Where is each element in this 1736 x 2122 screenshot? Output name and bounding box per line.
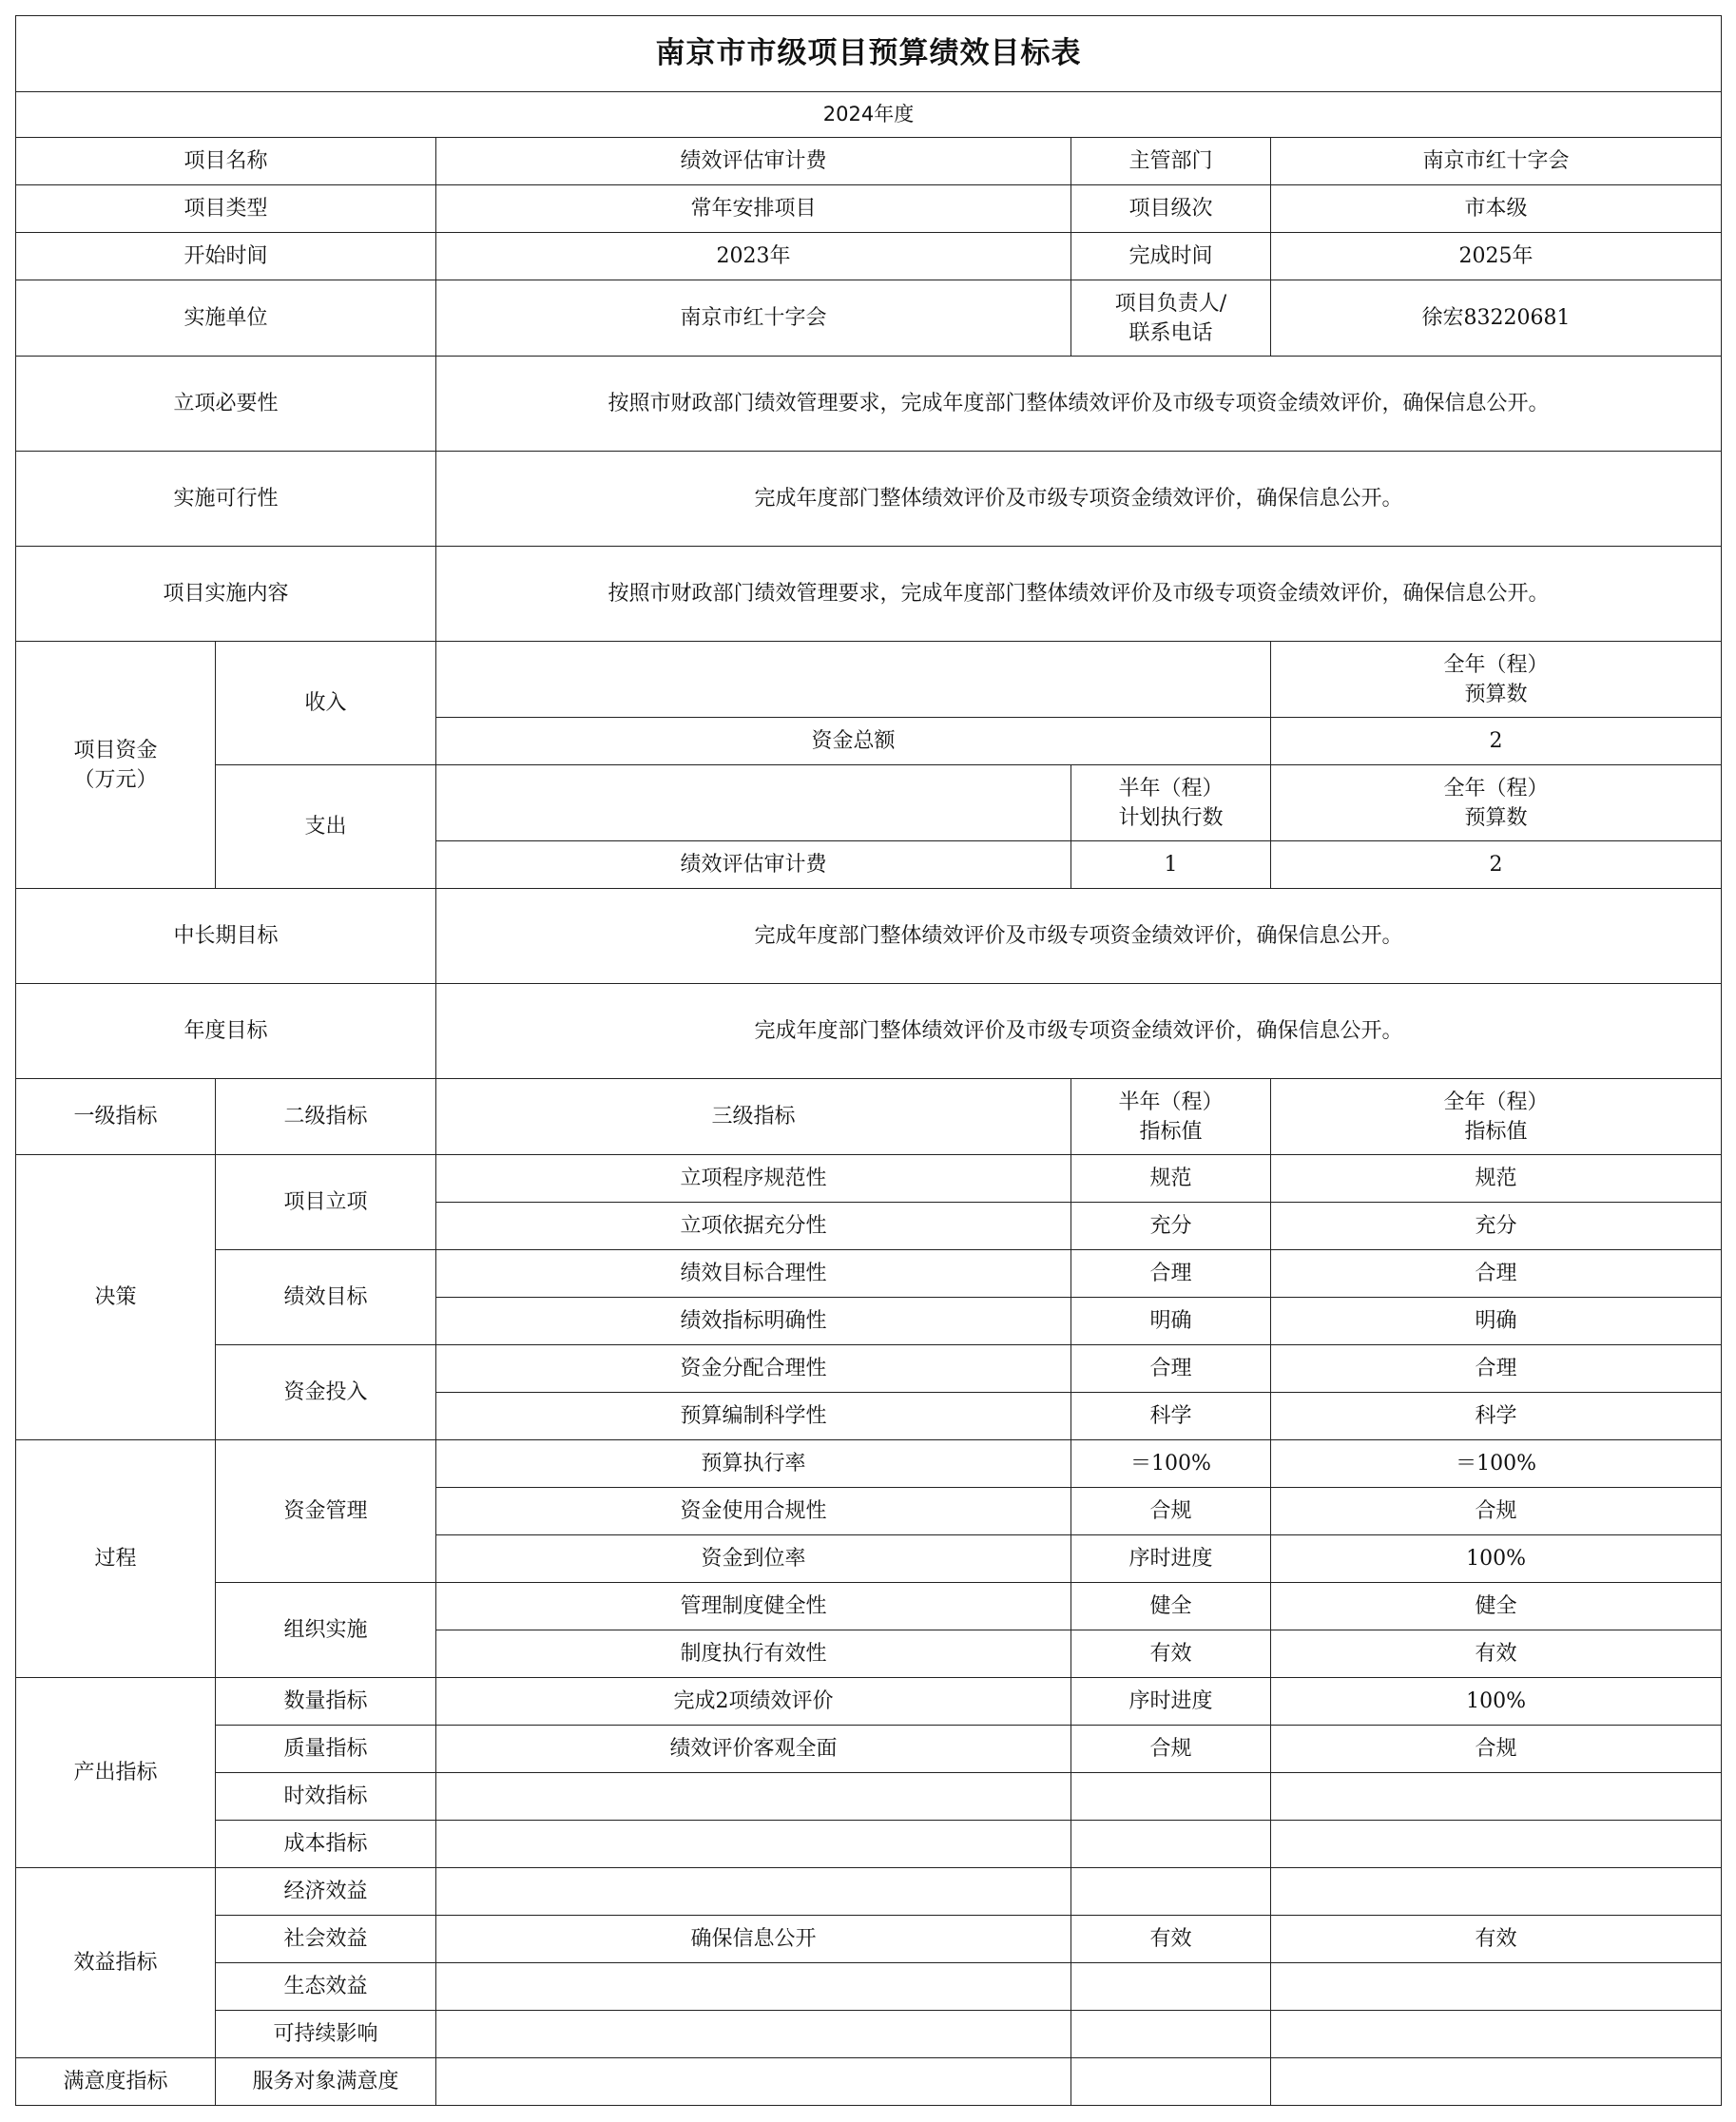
indicator-half-value: 合理 — [1071, 1250, 1271, 1298]
indicator-name — [436, 2011, 1071, 2058]
indicator-half-value: 有效 — [1071, 1630, 1271, 1678]
indicator-name: 立项依据充分性 — [436, 1203, 1071, 1250]
indicator-sub-name: 服务对象满意度 — [216, 2058, 436, 2106]
project-level-value: 市本级 — [1271, 185, 1722, 233]
expense-full-header-line2: 预算数 — [1464, 805, 1528, 830]
project-type-label: 项目类型 — [16, 185, 436, 233]
content-text: 按照市财政部门绩效管理要求，完成年度部门整体绩效评价及市级专项资金绩效评价，确保信息公开。 — [436, 547, 1722, 642]
necessity-text: 按照市财政部门绩效管理要求，完成年度部门整体绩效评价及市级专项资金绩效评价，确保信息公开。 — [436, 357, 1722, 452]
funds-label — [16, 642, 216, 889]
indicator-name: 绩效目标合理性 — [436, 1250, 1071, 1298]
indicator-sub-name: 社会效益 — [216, 1916, 436, 1963]
end-time-label: 完成时间 — [1071, 233, 1271, 280]
funds-label-line1: 项目资金 — [73, 738, 158, 762]
fiscal-year: 2024年度 — [16, 92, 1722, 138]
indicator-full-value: ＝100% — [1271, 1440, 1722, 1488]
indicator-full-value: 有效 — [1271, 1630, 1722, 1678]
indicator-half-value: 合规 — [1071, 1726, 1271, 1773]
contact-label-line2: 联系电话 — [1128, 320, 1213, 345]
indicator-full-value — [1271, 1868, 1722, 1916]
indicator-half-value: 合规 — [1071, 1488, 1271, 1535]
income-full-header-line1: 全年（程） — [1443, 652, 1549, 677]
indicator-full-header-line2: 指标值 — [1464, 1119, 1528, 1144]
indicator-half-value: 充分 — [1071, 1203, 1271, 1250]
indicator-group-output: 产出指标 — [16, 1678, 216, 1868]
indicator-name: 预算执行率 — [436, 1440, 1071, 1488]
implementing-unit-value: 南京市红十字会 — [436, 280, 1071, 357]
indicator-sub-name: 经济效益 — [216, 1868, 436, 1916]
feasibility-text: 完成年度部门整体绩效评价及市级专项资金绩效评价，确保信息公开。 — [436, 452, 1722, 547]
indicator-half-value: 序时进度 — [1071, 1678, 1271, 1726]
mid-long-goal-text: 完成年度部门整体绩效评价及市级专项资金绩效评价，确保信息公开。 — [436, 889, 1722, 984]
indicator-full-value: 明确 — [1271, 1298, 1722, 1345]
contact-label — [1071, 280, 1271, 357]
income-full-header — [1271, 642, 1722, 718]
indicator-full-value: 有效 — [1271, 1916, 1722, 1963]
funds-label-line2: （万元） — [73, 767, 158, 792]
indicator-half-value: 科学 — [1071, 1393, 1271, 1440]
indicator-sub-name: 成本指标 — [216, 1821, 436, 1868]
project-name-label: 项目名称 — [16, 138, 436, 185]
project-name-value: 绩效评估审计费 — [436, 138, 1071, 185]
mid-long-goal-label: 中长期目标 — [16, 889, 436, 984]
expense-blank — [436, 765, 1071, 841]
indicator-level3-header: 三级指标 — [436, 1079, 1071, 1155]
indicator-name: 完成2项绩效评价 — [436, 1678, 1071, 1726]
expense-full-header-line1: 全年（程） — [1443, 776, 1549, 801]
feasibility-label: 实施可行性 — [16, 452, 436, 547]
indicator-half-header — [1071, 1079, 1271, 1155]
indicator-full-value: 科学 — [1271, 1393, 1722, 1440]
indicator-sub-goal: 绩效目标 — [216, 1250, 436, 1345]
performance-target-sheet — [15, 15, 1722, 2106]
indicator-name: 管理制度健全性 — [436, 1583, 1071, 1630]
income-blank — [436, 642, 1271, 718]
indicator-name — [436, 1963, 1071, 2011]
expense-label: 支出 — [216, 765, 436, 889]
expense-half-header-line2: 计划执行数 — [1118, 805, 1224, 830]
indicator-name — [436, 1821, 1071, 1868]
indicator-half-value: ＝100% — [1071, 1440, 1271, 1488]
indicator-sub-name: 数量指标 — [216, 1678, 436, 1726]
indicator-full-value: 合理 — [1271, 1345, 1722, 1393]
performance-target-table — [15, 15, 1722, 2106]
total-fund-value: 2 — [1271, 718, 1722, 765]
contact-value: 徐宏83220681 — [1271, 280, 1722, 357]
indicator-name — [436, 1868, 1071, 1916]
indicator-group-benefit: 效益指标 — [16, 1868, 216, 2058]
page-title: 南京市市级项目预算绩效目标表 — [16, 16, 1722, 92]
project-level-label: 项目级次 — [1071, 185, 1271, 233]
indicator-name: 绩效评价客观全面 — [436, 1726, 1071, 1773]
indicator-full-value — [1271, 2011, 1722, 2058]
indicator-name: 预算编制科学性 — [436, 1393, 1071, 1440]
indicator-name — [436, 2058, 1071, 2106]
indicator-name: 绩效指标明确性 — [436, 1298, 1071, 1345]
end-time-value: 2025年 — [1271, 233, 1722, 280]
indicator-name: 资金到位率 — [436, 1535, 1071, 1583]
indicator-name: 立项程序规范性 — [436, 1155, 1071, 1203]
indicator-name — [436, 1773, 1071, 1821]
indicator-half-value — [1071, 2011, 1271, 2058]
expense-half-header-line1: 半年（程） — [1118, 776, 1224, 801]
indicator-name: 资金使用合规性 — [436, 1488, 1071, 1535]
contact-label-line1: 项目负责人/ — [1114, 291, 1227, 316]
indicator-name: 资金分配合理性 — [436, 1345, 1071, 1393]
indicator-group-process: 过程 — [16, 1440, 216, 1678]
indicator-full-value: 合理 — [1271, 1250, 1722, 1298]
indicator-full-value: 100% — [1271, 1535, 1722, 1583]
indicator-sub-org: 组织实施 — [216, 1583, 436, 1678]
dept-value: 南京市红十字会 — [1271, 138, 1722, 185]
indicator-level2-header: 二级指标 — [216, 1079, 436, 1155]
indicator-name: 确保信息公开 — [436, 1916, 1071, 1963]
expense-item-name: 绩效评估审计费 — [436, 841, 1071, 889]
start-time-label: 开始时间 — [16, 233, 436, 280]
indicator-sub-name: 质量指标 — [216, 1726, 436, 1773]
indicator-sub-setup: 项目立项 — [216, 1155, 436, 1250]
indicator-level1-header: 一级指标 — [16, 1079, 216, 1155]
project-type-value: 常年安排项目 — [436, 185, 1071, 233]
indicator-half-value: 明确 — [1071, 1298, 1271, 1345]
indicator-half-header-line1: 半年（程） — [1118, 1090, 1224, 1114]
content-label: 项目实施内容 — [16, 547, 436, 642]
indicator-sub-invest: 资金投入 — [216, 1345, 436, 1440]
indicator-full-value — [1271, 1773, 1722, 1821]
dept-label: 主管部门 — [1071, 138, 1271, 185]
start-time-value: 2023年 — [436, 233, 1071, 280]
income-full-header-line2: 预算数 — [1464, 682, 1528, 706]
indicator-group-decision: 决策 — [16, 1155, 216, 1440]
expense-full-header — [1271, 765, 1722, 841]
indicator-sub-name: 生态效益 — [216, 1963, 436, 2011]
indicator-full-value — [1271, 1821, 1722, 1868]
indicator-half-value: 合理 — [1071, 1345, 1271, 1393]
indicator-half-value — [1071, 1868, 1271, 1916]
total-fund-label: 资金总额 — [436, 718, 1271, 765]
indicator-full-value: 合规 — [1271, 1726, 1722, 1773]
indicator-full-header-line1: 全年（程） — [1443, 1090, 1549, 1114]
indicator-half-value — [1071, 1963, 1271, 2011]
indicator-half-value: 有效 — [1071, 1916, 1271, 1963]
indicator-group-satisfaction: 满意度指标 — [16, 2058, 216, 2106]
indicator-full-value: 100% — [1271, 1678, 1722, 1726]
indicator-half-value: 健全 — [1071, 1583, 1271, 1630]
expense-half-header — [1071, 765, 1271, 841]
implementing-unit-label: 实施单位 — [16, 280, 436, 357]
indicator-half-value: 序时进度 — [1071, 1535, 1271, 1583]
annual-goal-label: 年度目标 — [16, 984, 436, 1079]
necessity-label: 立项必要性 — [16, 357, 436, 452]
expense-item-full: 2 — [1271, 841, 1722, 889]
indicator-name: 制度执行有效性 — [436, 1630, 1071, 1678]
indicator-sub-name: 可持续影响 — [216, 2011, 436, 2058]
indicator-full-value — [1271, 1963, 1722, 2011]
indicator-full-value: 健全 — [1271, 1583, 1722, 1630]
indicator-full-header — [1271, 1079, 1722, 1155]
indicator-half-value — [1071, 2058, 1271, 2106]
indicator-full-value: 规范 — [1271, 1155, 1722, 1203]
income-label: 收入 — [216, 642, 436, 765]
indicator-half-value: 规范 — [1071, 1155, 1271, 1203]
indicator-sub-name: 时效指标 — [216, 1773, 436, 1821]
indicator-full-value — [1271, 2058, 1722, 2106]
indicator-half-value — [1071, 1773, 1271, 1821]
annual-goal-text: 完成年度部门整体绩效评价及市级专项资金绩效评价，确保信息公开。 — [436, 984, 1722, 1079]
indicator-half-value — [1071, 1821, 1271, 1868]
indicator-full-value: 充分 — [1271, 1203, 1722, 1250]
indicator-half-header-line2: 指标值 — [1139, 1119, 1203, 1144]
indicator-sub-fund-mgmt: 资金管理 — [216, 1440, 436, 1583]
expense-item-half: 1 — [1071, 841, 1271, 889]
indicator-full-value: 合规 — [1271, 1488, 1722, 1535]
